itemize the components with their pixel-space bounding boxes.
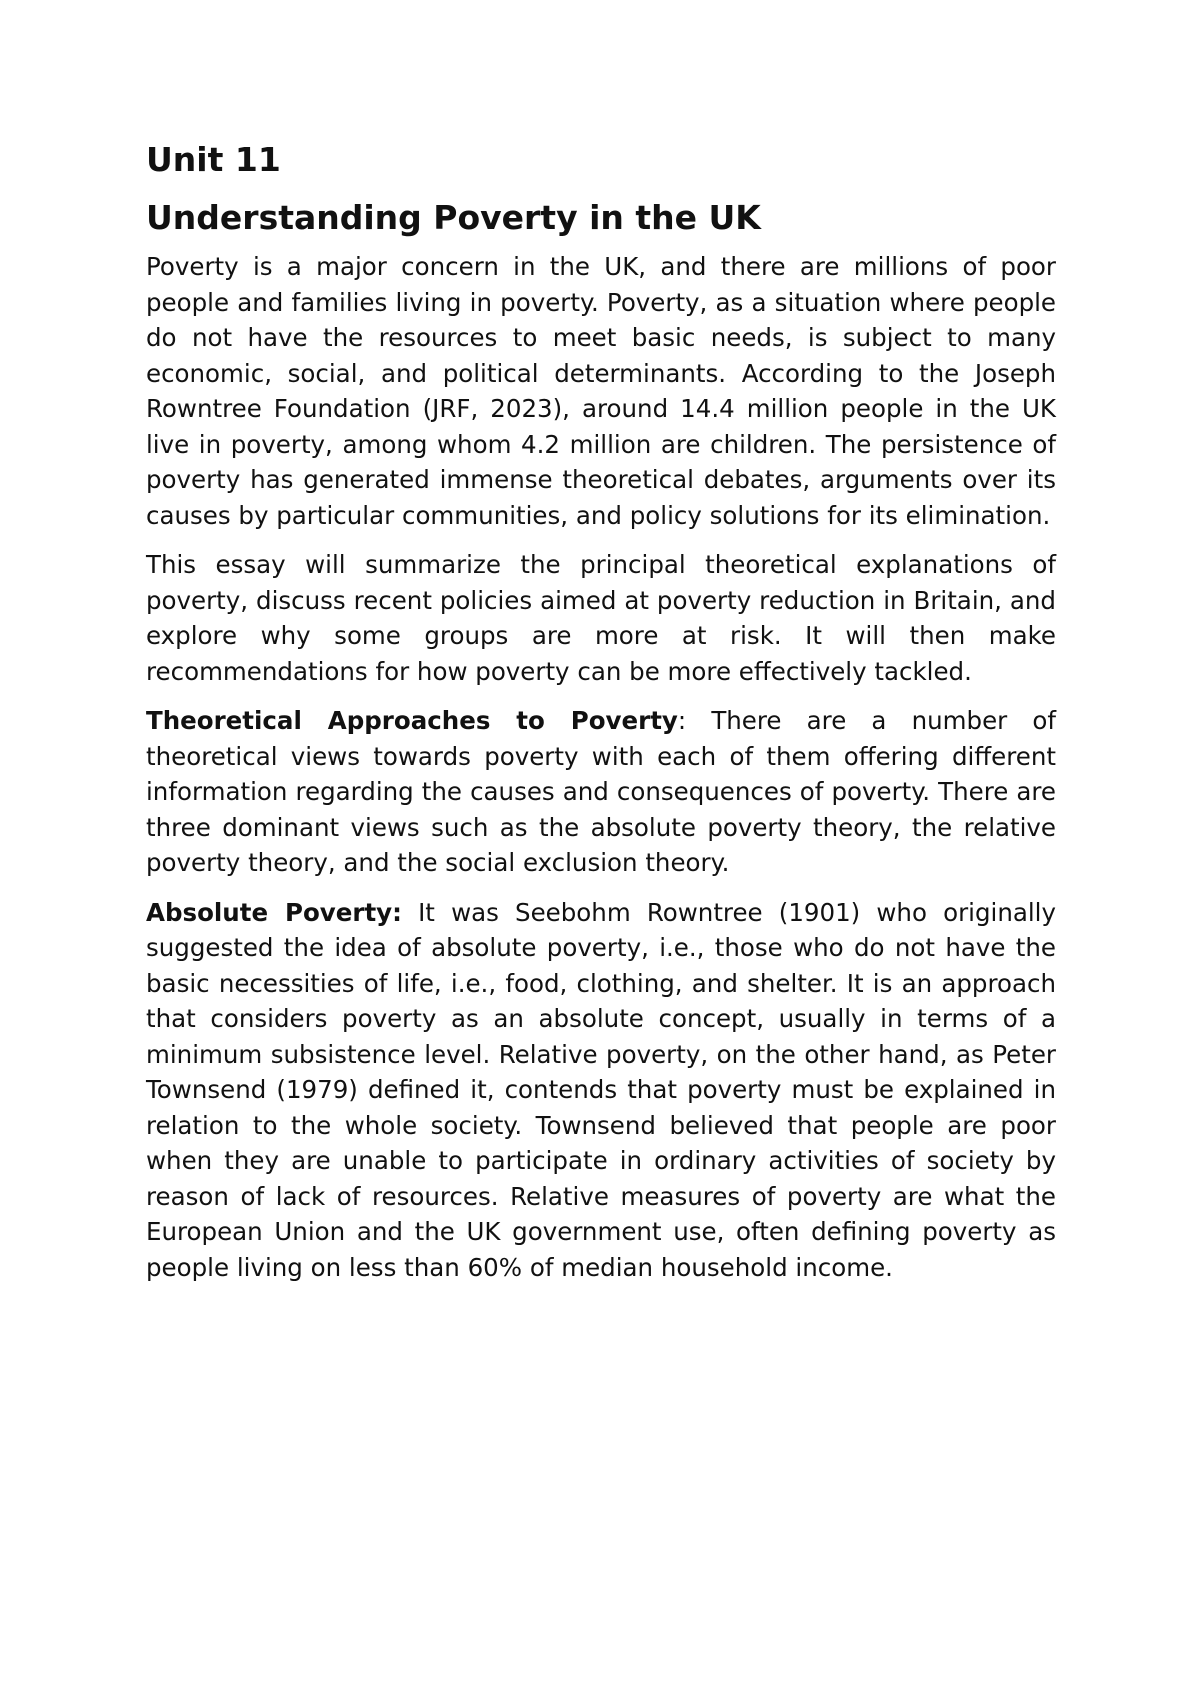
theoretical-approaches-paragraph [146, 703, 1056, 881]
absolute-poverty-paragraph [146, 895, 1056, 1286]
unit-label: Unit 11 [146, 140, 281, 179]
paragraph-text: : There are a number of theoretical views towards poverty with each of them offering different information regarding the causes and consequences of poverty. There are three dominant views such as the absolute poverty theory, the relative poverty theory, and the social exclusion theory. [146, 706, 1056, 878]
section-lead-heading: Theoretical Approaches to Poverty [146, 706, 678, 736]
section-lead-heading: Absolute Poverty: [146, 897, 402, 927]
paragraph-text: This essay will summarize the principal theoretical explanations of poverty, discuss recent policies aimed at poverty reduction in Britain, and explore why some groups are more at risk. It will then make recommendations for how poverty can be more effectively tackled. [146, 550, 1056, 686]
paragraph-text: It was Seebohm Rowntree (1901) who originally suggested the idea of absolute poverty, i.e., those who do not have the basic necessities of life, i.e., food, clothing, and shelter. It is an approach that considers poverty as an absolute concept, usually in terms of a minimum subsistence level. Relative poverty, on the other hand, as Peter Townsend (1979) defined it, contends that poverty must be explained in relation to the whole society. Townsend believed that people are poor when they are unable to participate in ordinary activities of society by reason of lack of resources. Relative measures of poverty are what the European Union and the UK government use, often defining poverty as people living on less than 60% of median household income. [146, 897, 1056, 1282]
essay-outline-paragraph [146, 547, 1056, 689]
intro-paragraph [146, 249, 1056, 533]
paragraph-text: Poverty is a major concern in the UK, and there are millions of poor people and families living in poverty. Poverty, as a situation where people do not have the resources to meet basic needs, is subject to many economic, social, and political determinants. According to the Joseph Rowntree Foundation (JRF, 2023), around 14.4 million people in the UK live in poverty, among whom 4.2 million are children. The persistence of poverty has generated immense theoretical debates, arguments over its causes by particular communities, and policy solutions for its elimination. [146, 252, 1056, 530]
document-page [146, 140, 1056, 1299]
page-title: Understanding Poverty in the UK [146, 197, 761, 237]
